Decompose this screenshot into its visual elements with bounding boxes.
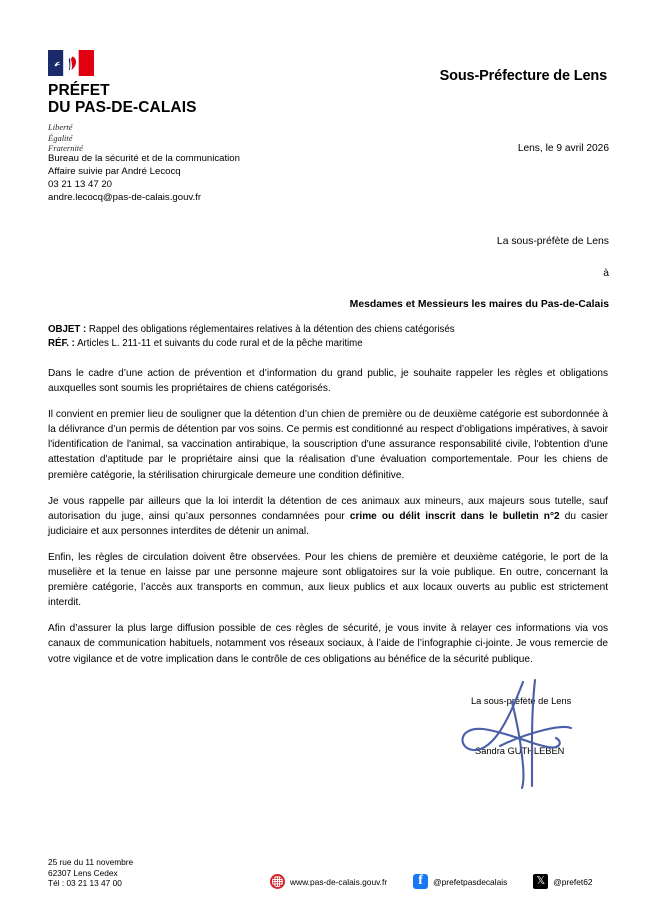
signature-name: Sandra GUTHLEBEN bbox=[475, 746, 565, 756]
sender-block bbox=[48, 152, 240, 204]
republic-motto bbox=[48, 122, 258, 154]
facebook-icon bbox=[413, 874, 428, 889]
body-p3-segment-2: du casier judiciaire et aux personnes interdites de détenir un animal. bbox=[48, 510, 609, 537]
letter-body bbox=[48, 366, 608, 667]
sender-bureau: Bureau de la sécurité et de la communication bbox=[48, 153, 240, 164]
ref-text: Articles L. 211-11 et suivants du code rural et de la pêche maritime bbox=[74, 338, 363, 349]
logo-line-department: DU PAS-DE-CALAIS bbox=[48, 99, 197, 116]
footer-city: 62307 Lens Cedex bbox=[48, 867, 118, 878]
signature-title: La sous-préfète de Lens bbox=[471, 696, 572, 706]
website-label: www.pas-de-calais.gouv.fr bbox=[290, 876, 388, 887]
recipient-name: Mesdames et Messieurs les maires du Pas-de-Calais bbox=[349, 299, 609, 310]
x-label: @prefet62 bbox=[553, 876, 593, 887]
sender-email: andre.lecocq@pas-de-calais.gouv.fr bbox=[48, 192, 202, 203]
service-title: Sous-Préfecture de Lens bbox=[439, 68, 607, 84]
ref-label: RÉF. : bbox=[48, 338, 75, 349]
facebook-label: @prefetpasdecalais bbox=[433, 876, 508, 887]
body-paragraph-5: Afin d’assurer la plus large diffusion possible de ces règles de sécurité, je vous invite à relayer ces informations via vos canaux de communication habituels, notamment vos réseaux sociaux, à l’aide de l’infographie ci-jointe. Je vous remercie de votre vigilance et de votre implication dans le contrôle de ces obligations au bénéfice de la sécurité publique. bbox=[48, 623, 608, 665]
body-paragraph-2: Il convient en premier lieu de souligner que la détention d’un chien de première ou de deuxième catégorie est subordonnée à la délivrance d’un permis de détention par vos soins. Ce permis est conditionné au respect d’obligations impératives, à savoir l'identification de l'animal, sa vaccination antirabique, la souscription d'une assurance responsabilité civile, l'obtention d'une attestation d'aptitude par le propriétaire ainsi que la réalisation d’une évaluation comportementale. Pour les chiens de première catégorie, la stérilisation chirurgicale demeure une condition définitive. bbox=[48, 409, 608, 481]
motto-fraternite: Fraternité bbox=[48, 143, 83, 153]
footer-social-links bbox=[270, 874, 593, 889]
signature-block bbox=[440, 690, 630, 790]
letter-author: La sous-préfète de Lens bbox=[496, 236, 609, 247]
handwritten-signature bbox=[440, 678, 630, 790]
logo-line-prefet: PRÉFET bbox=[48, 82, 110, 99]
prefecture-logo-block bbox=[48, 50, 258, 154]
subject-ref-row bbox=[48, 337, 455, 351]
x-twitter-icon bbox=[533, 874, 548, 889]
subject-block bbox=[48, 323, 455, 351]
body-paragraph-4: Enfin, les règles de circulation doivent être observées. Pour les chiens de première et deuxième catégorie, le port de la muselière et la tenue en laisse par une personne majeure sont obligatoires sur la voie publique. En outre, concernant la première catégorie, l’accès aux transports en commun, aux lieux publics et aux locaux ouverts au public est strictement interdit. bbox=[48, 551, 608, 609]
motto-liberte: Liberté bbox=[48, 122, 73, 132]
motto-egalite: Égalité bbox=[48, 132, 73, 143]
footer-phone: Tél : 03 21 13 47 00 bbox=[48, 878, 122, 888]
footer-x-link[interactable] bbox=[533, 874, 592, 889]
date-line: Lens, le 9 avril 2026 bbox=[517, 143, 609, 154]
objet-label: OBJET : bbox=[48, 324, 87, 335]
objet-text: Rappel des obligations réglementaires relatives à la détention des chiens catégorisés bbox=[86, 324, 455, 335]
body-p3-emphasis: crime ou délit inscrit dans le bulletin n°2 bbox=[349, 510, 560, 522]
footer-facebook-link[interactable] bbox=[413, 874, 507, 889]
subject-objet-row bbox=[48, 323, 455, 337]
sender-phone: 03 21 13 47 20 bbox=[48, 179, 113, 190]
body-paragraph-1: Dans le cadre d’une action de prévention et d’information du grand public, je souhaite rappeler les règles et obligations auxquelles sont soumis les propriétaires de chiens catégorisés. bbox=[48, 368, 608, 395]
footer-website-link[interactable] bbox=[270, 874, 387, 889]
footer-street: 25 rue du 11 novembre bbox=[48, 857, 134, 867]
recipient-block bbox=[350, 236, 609, 310]
footer-address bbox=[48, 857, 133, 889]
body-p3-segment-1: Je vous rappelle par ailleurs que la loi interdit la détention de ces animaux aux mineurs, aux majeurs sous tutelle, sauf autorisation du juge, ainsi qu’aux personnes condamnées pour bbox=[48, 495, 608, 522]
body-paragraph-3 bbox=[48, 494, 608, 539]
sender-contact-person: Affaire suivie par André Lecocq bbox=[48, 166, 181, 177]
recipient-preposition: à bbox=[603, 268, 609, 279]
website-icon bbox=[270, 874, 285, 889]
french-tricolor-marianne-flag-icon bbox=[48, 50, 94, 76]
